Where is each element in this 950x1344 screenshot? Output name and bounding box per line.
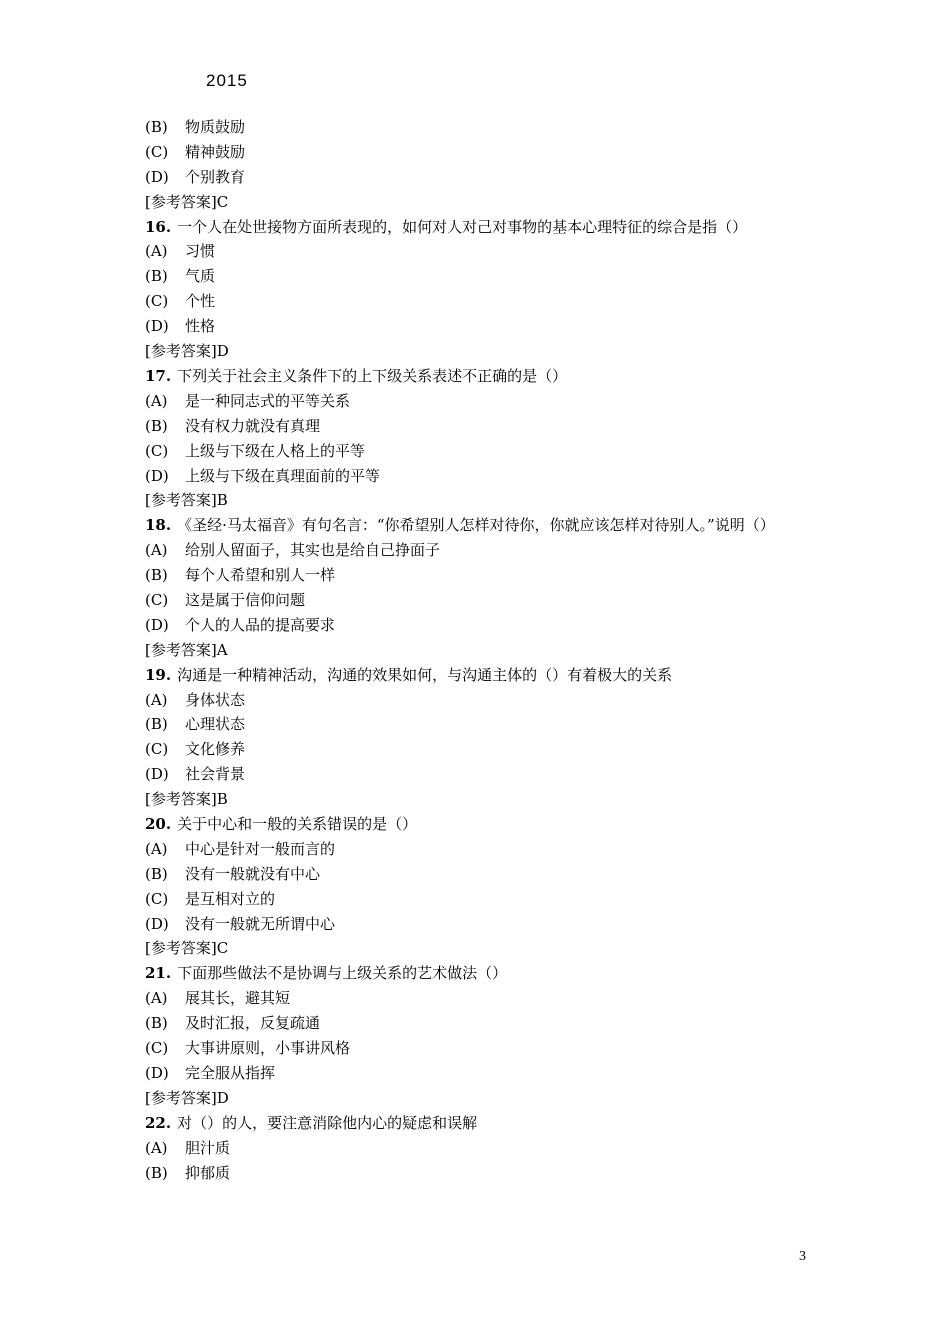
question-number: 21.: [145, 964, 172, 983]
header-year: 2015: [206, 71, 248, 90]
option-label: (C): [145, 1039, 169, 1058]
option-label: (A): [145, 839, 168, 858]
option-line: [145, 1161, 815, 1186]
option-text: 没有一般就没有中心: [185, 864, 321, 883]
option-label: (A): [145, 391, 168, 410]
option-line: [145, 837, 815, 862]
option-line: [145, 439, 815, 464]
answer-line: [参考答案]B: [145, 790, 228, 809]
option-label: (D): [145, 914, 169, 933]
question-text-line: [145, 663, 815, 688]
option-label: (C): [145, 889, 169, 908]
answer-line: [参考答案]D: [145, 342, 229, 361]
option-text: 气质: [185, 267, 216, 286]
option-text: 给别人留面子，其实也是给自己挣面子: [185, 541, 441, 560]
option-text: 社会背景: [185, 765, 246, 784]
question-list: [145, 215, 815, 1186]
option-label: (D): [145, 317, 169, 336]
option-label: (C): [145, 441, 169, 460]
option-line: [145, 289, 815, 314]
answer-line: [参考答案]C: [145, 939, 229, 958]
option-label: (C): [145, 740, 169, 759]
option-line: [145, 1061, 815, 1086]
question-number: 18.: [145, 516, 172, 535]
option-line: [145, 538, 815, 563]
option-line: [145, 1036, 815, 1061]
option-line: [145, 1136, 815, 1161]
option-label: (B): [145, 566, 168, 585]
option-text: 上级与下级在真理面前的平等: [185, 466, 381, 485]
option-text: 抑郁质: [185, 1163, 231, 1182]
option-line: [145, 464, 815, 489]
option-label: (A): [145, 1138, 168, 1157]
option-line: [145, 887, 815, 912]
question-number: 19.: [145, 665, 172, 684]
option-line: [145, 314, 815, 339]
option-line: [145, 1011, 815, 1036]
option-line: [145, 712, 815, 737]
question-text: 沟通是一种精神活动，沟通的效果如何，与沟通主体的（）有着极大的关系: [177, 665, 673, 684]
question-text-line: [145, 961, 815, 986]
answer-line: [参考答案]B: [145, 491, 228, 510]
option-label: (B): [145, 864, 168, 883]
option-text: 胆汁质: [185, 1138, 231, 1157]
option-label: (B): [145, 267, 168, 286]
option-line: [145, 264, 815, 289]
question-text: 一个人在处世接物方面所表现的，如何对人对己对事物的基本心理特征的综合是指（）: [177, 217, 748, 236]
option-line: [145, 912, 815, 937]
option-label: (B): [145, 1163, 168, 1182]
question-number: 17.: [145, 366, 172, 385]
option-line: [145, 762, 815, 787]
option-label: (B): [145, 118, 168, 136]
page-number: 3: [799, 1249, 806, 1264]
option-label: (B): [145, 416, 168, 435]
option-text: 文化修养: [185, 740, 246, 759]
option-text: 个别教育: [185, 167, 246, 186]
option-line: [145, 588, 815, 613]
option-line: [145, 239, 815, 264]
option-line: [145, 414, 815, 439]
question-text: 关于中心和一般的关系错误的是（）: [177, 815, 418, 833]
option-label: (B): [145, 1014, 168, 1033]
option-line: [145, 862, 815, 887]
question-number: 16.: [145, 217, 172, 236]
question-text-line: [145, 1111, 815, 1136]
option-line: [145, 563, 815, 588]
option-text: 没有权力就没有真理: [185, 416, 321, 435]
answer-line: [参考答案]C: [145, 192, 229, 211]
option-label: (A): [145, 541, 168, 560]
option-text: 习惯: [185, 242, 216, 261]
option-line: [145, 613, 815, 638]
question-text: 《圣经·马太福音》有句名言：“你希望别人怎样对待你，你就应该怎样对待别人。”说明（）: [177, 516, 775, 535]
option-text: 这是属于信仰问题: [185, 590, 306, 609]
option-text: 上级与下级在人格上的平等: [185, 441, 366, 460]
option-label: (C): [145, 142, 169, 161]
question-text: 对（）的人，要注意消除他内心的疑虑和误解: [177, 1113, 478, 1132]
option-label: (D): [145, 167, 169, 186]
option-label: (D): [145, 615, 169, 634]
option-text: 是一种同志式的平等关系: [185, 391, 351, 410]
option-text: 物质鼓励: [185, 118, 246, 136]
option-text: 身体状态: [185, 690, 246, 709]
option-text: 是互相对立的: [185, 889, 276, 908]
option-text: 及时汇报，反复疏通: [185, 1014, 321, 1033]
option-label: (C): [145, 292, 169, 311]
option-text: 展其长，避其短: [185, 989, 291, 1008]
option-text: 大事讲原则，小事讲风格: [185, 1039, 351, 1058]
question-text-line: [145, 215, 815, 240]
option-line: [145, 140, 815, 165]
option-line: [145, 115, 815, 140]
answer-line: [参考答案]D: [145, 1088, 229, 1107]
option-label: (A): [145, 242, 168, 261]
option-line: [145, 389, 815, 414]
option-text: 中心是针对一般而言的: [185, 839, 336, 858]
question-number: 20.: [145, 815, 172, 833]
option-text: 心理状态: [185, 715, 246, 734]
question-number: 22.: [145, 1113, 172, 1132]
question-text-line: [145, 812, 815, 837]
option-text: 性格: [185, 317, 216, 336]
option-text: 精神鼓励: [185, 142, 246, 161]
option-text: 完全服从指挥: [185, 1063, 276, 1082]
option-line: [145, 986, 815, 1011]
option-text: 没有一般就无所谓中心: [185, 914, 336, 933]
question-text: 下面那些做法不是协调与上级关系的艺术做法（）: [177, 964, 508, 983]
question-text-line: [145, 513, 815, 538]
question-text-line: [145, 364, 815, 389]
option-line: [145, 165, 815, 190]
question-text: 下列关于社会主义条件下的上下级关系表述不正确的是（）: [177, 366, 568, 385]
option-text: 个人的人品的提高要求: [185, 615, 336, 634]
option-line: [145, 688, 815, 713]
answer-line: [参考答案]A: [145, 640, 228, 659]
option-text: 每个人希望和别人一样: [185, 566, 336, 585]
option-label: (A): [145, 690, 168, 709]
option-label: (A): [145, 989, 168, 1008]
option-label: (D): [145, 466, 169, 485]
document-body: [145, 115, 815, 1185]
option-label: (D): [145, 765, 169, 784]
option-label: (B): [145, 715, 168, 734]
option-label: (D): [145, 1063, 169, 1082]
option-line: [145, 737, 815, 762]
option-text: 个性: [185, 292, 216, 311]
option-label: (C): [145, 590, 169, 609]
